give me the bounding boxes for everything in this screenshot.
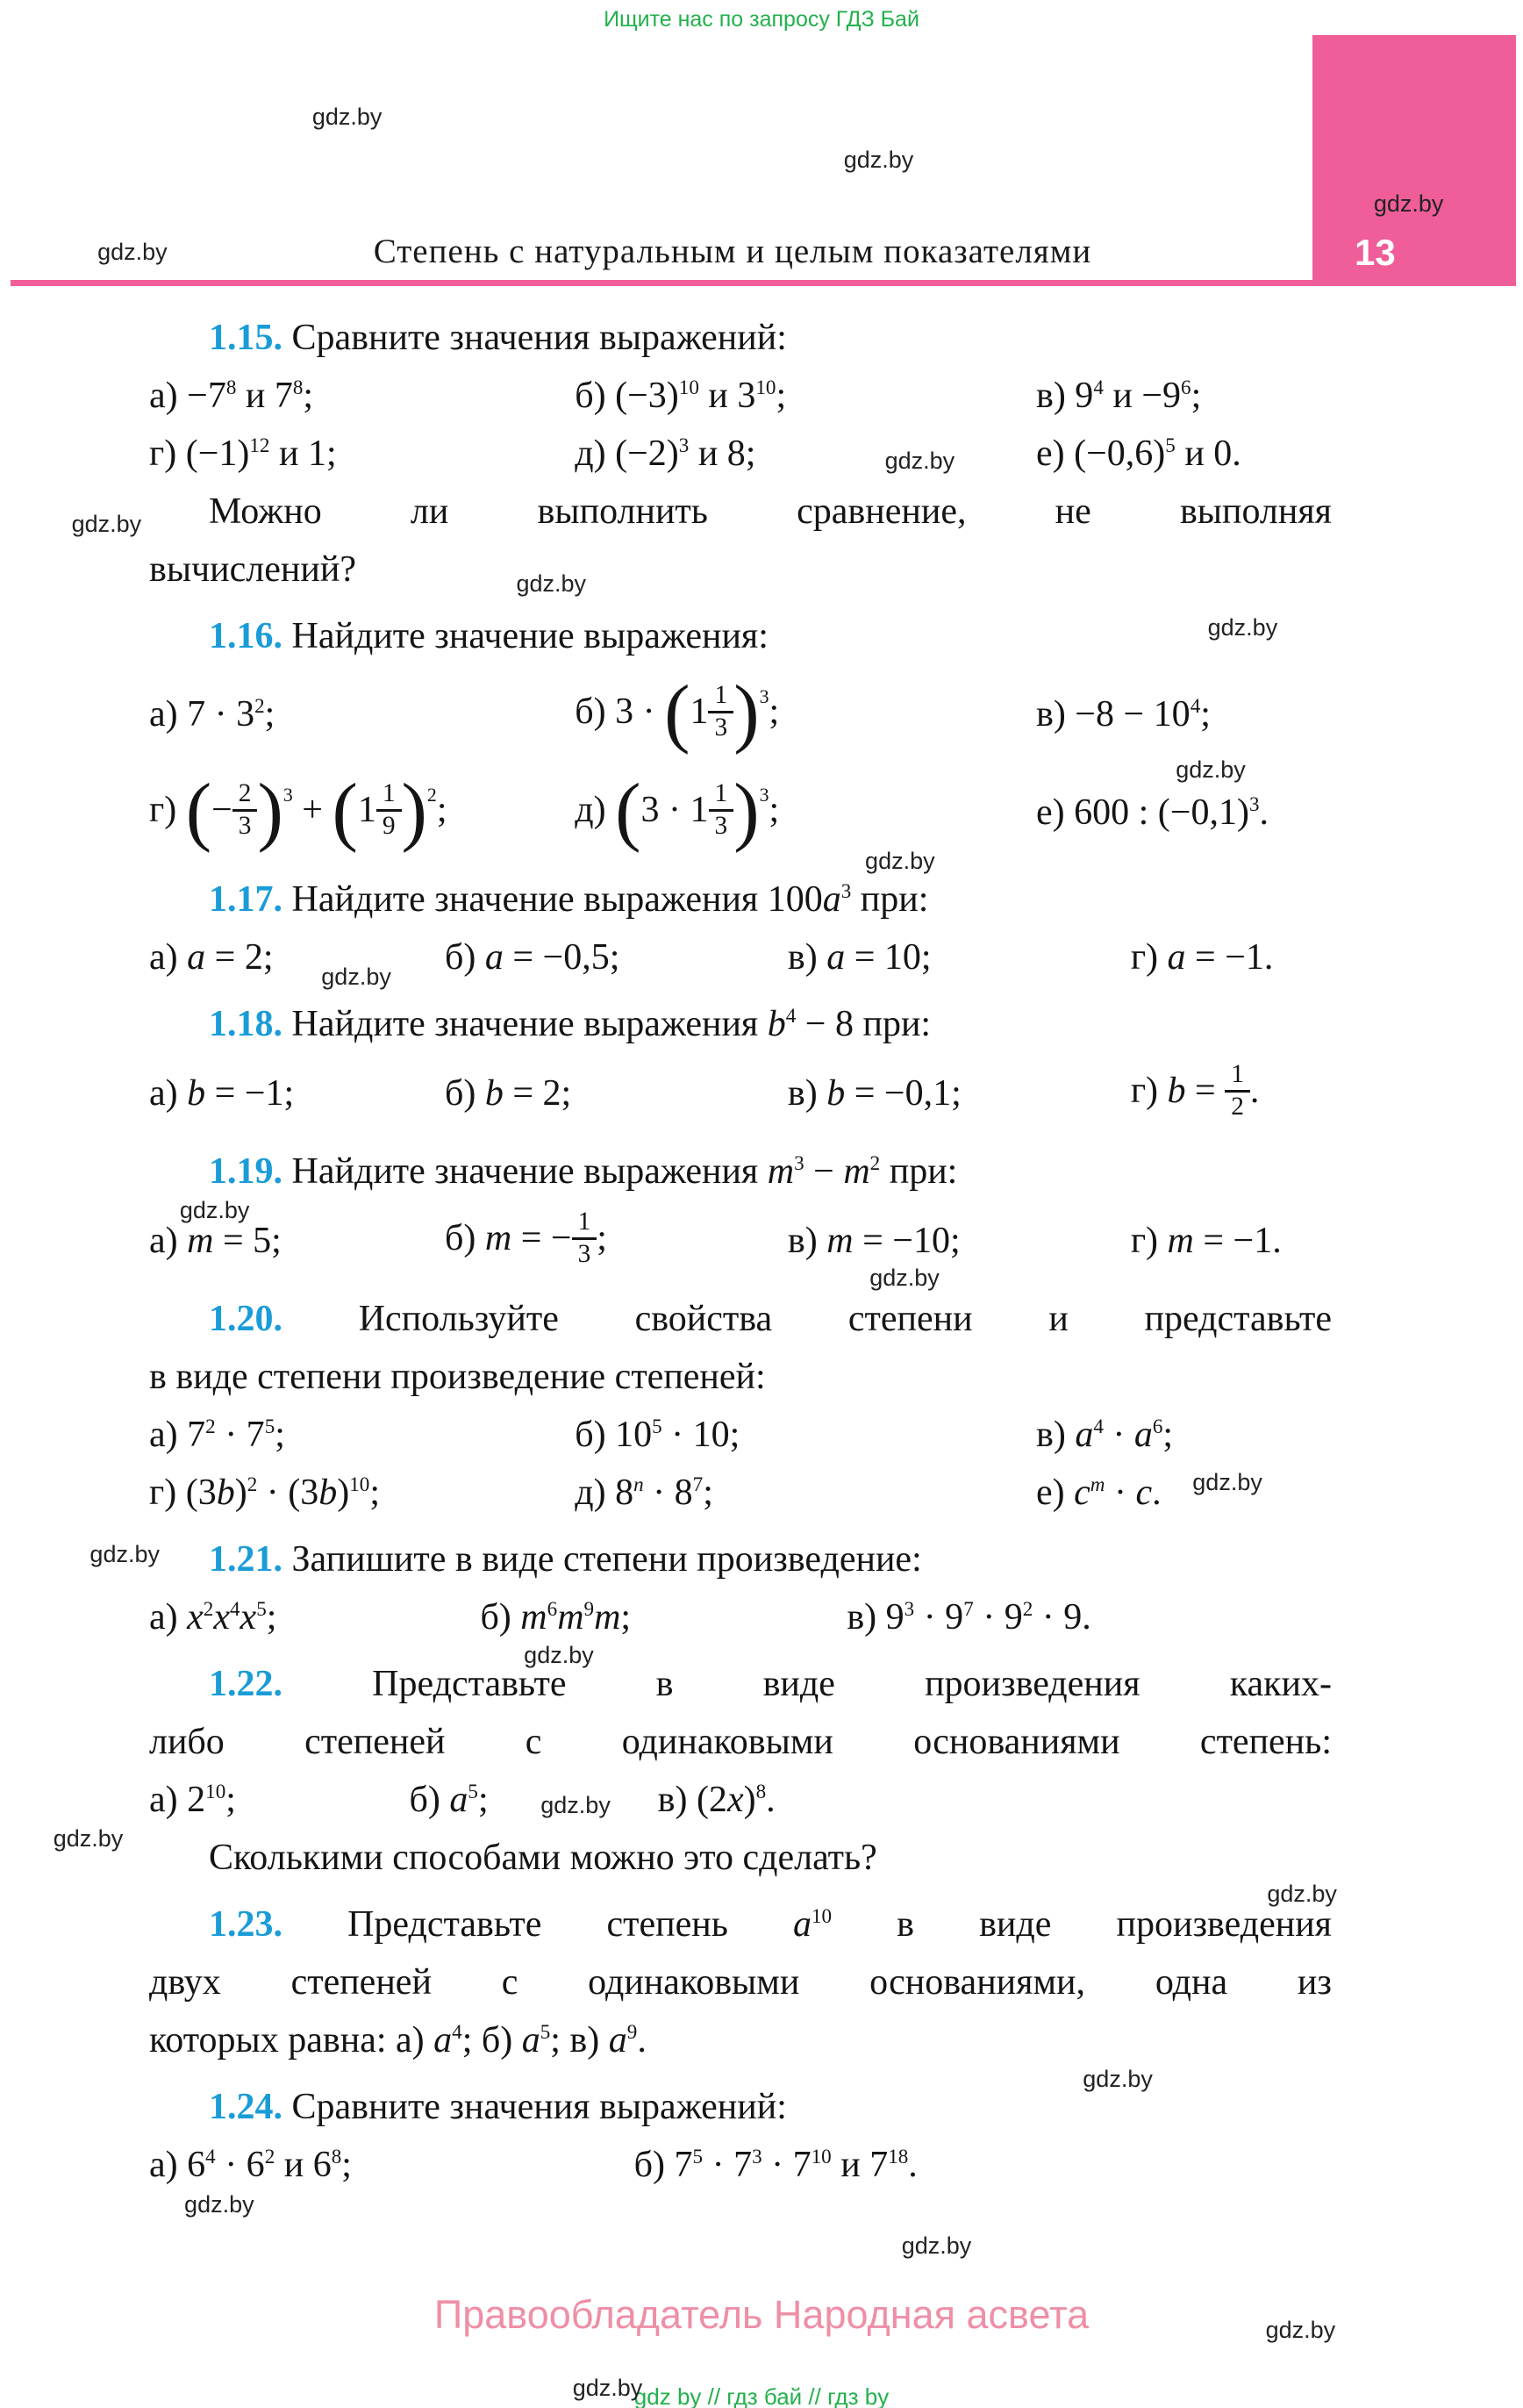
gdzby-watermark: gdz.by [901, 2232, 972, 2259]
option: г) m = −1. [1130, 1221, 1282, 1261]
option: б) $10^5 \cdot 10$; [575, 1415, 740, 1455]
bottom-links: gdz by // гдз бай // гдз by [633, 2383, 890, 2408]
option: г) $(3b)^2 \cdot (3b)^{10}$; [149, 1473, 380, 1513]
options-row [149, 763, 1332, 862]
gdzby-watermark: gdz.by [179, 1196, 250, 1223]
gdzby-watermark: gdz.by [1373, 190, 1444, 217]
problem-statement: 1.20. Используйте свойства степени и представьтев виде степени произведение степеней: [149, 1299, 1332, 1397]
gdzby-watermark: gdz.by [524, 1642, 594, 1669]
option: б) m = − $\frac{1}{3}$ ; [445, 1208, 607, 1269]
problem-statement: 1.24. Сравните значения выражений: [209, 2087, 787, 2127]
problem-number: 1.21. [209, 1539, 282, 1580]
options-row [149, 425, 1332, 483]
problem-statement: 1.22. Представьте в виде произведения каких-либо степеней с одинаковыми основаниями степень: [149, 1664, 1332, 1762]
problem-number: 1.24. [209, 2087, 282, 2127]
option: б) $7^5 \cdot 7^3 \cdot 7^{10}$ и $7^{18}$. [633, 2145, 918, 2185]
option: в) a = 10; [787, 937, 932, 978]
option: в) $9^4$ $и -9^6$; [1035, 376, 1202, 416]
options-row [149, 665, 1332, 763]
problem-number: 1.16. [209, 616, 282, 656]
problem-statement: 1.23. Представьте степень $a^{10}$ в виде произведениядвух степеней с одинаковыми основаниями, одна изкоторых равна: а) $a^4$; б) $a^5$; в) $a^9$. [149, 1904, 1332, 2060]
option: в) b = −0,1; [787, 1073, 962, 1114]
gdzby-watermark: gdz.by [53, 1824, 124, 1852]
options-row [149, 2136, 1332, 2194]
option: а) $7 \cdot 3^2$; [149, 694, 275, 735]
chapter-title: Степень с натуральным и целым показателями [373, 233, 1092, 270]
header-rule [11, 280, 1516, 286]
gdzby-watermark: gdz.by [1267, 1881, 1337, 1908]
option: б) $a^5$; [409, 1780, 489, 1820]
problem-1.15 [149, 309, 1332, 598]
problem-number: 1.17. [209, 879, 282, 920]
problems [149, 309, 1332, 2203]
gdzby-watermark: gdz.by [71, 510, 142, 537]
option: в) m = −10; [787, 1221, 961, 1261]
problem-note: Можно ли выполнить сравнение, не выполняявычислений? [149, 491, 1332, 590]
problem-1.18 [149, 995, 1332, 1134]
problem-number: 1.19. [209, 1151, 282, 1192]
problem-1.20 [149, 1290, 1332, 1522]
option: г) $(-1)^{12}$ и 1; [149, 434, 337, 474]
page-number-box [1312, 35, 1516, 286]
problem-1.23 [149, 1896, 1332, 2069]
problem-statement: 1.17. Найдите значение выражения $100a^3$ при: [209, 879, 929, 920]
copyright-line: Правообладатель Народная асвета [433, 2292, 1090, 2337]
option: д) $8^n \cdot 8^7$; [575, 1473, 713, 1513]
option: д) (3 · 1 $\frac{1}{3}$ )$^3$; [575, 767, 780, 854]
option: а) $x^2x^4x^5$; [149, 1597, 277, 1638]
gdzby-watermark: gdz.by [869, 1264, 940, 1291]
gdzby-watermark: gdz.by [1192, 1468, 1262, 1495]
option: $а) -7^8$ и $7^8$; [149, 376, 314, 416]
problem-statement: 1.16. Найдите значение выражения: [209, 616, 769, 656]
options-row [149, 1200, 1332, 1281]
gdzby-watermark: gdz.by [1083, 2066, 1153, 2093]
options-row [149, 1053, 1332, 1134]
page-number: 13 [1355, 232, 1396, 273]
options-row [149, 1771, 1332, 1829]
options-row [149, 1406, 1332, 1464]
gdzby-watermark: gdz.by [540, 1791, 611, 1818]
options-row [149, 367, 1332, 425]
gdzby-watermark: gdz.by [843, 147, 914, 174]
gdzby-watermark: gdz.by [311, 103, 383, 130]
option: г) a = −1. [1130, 937, 1274, 978]
gdzby-watermark: gdz.by [1265, 2316, 1336, 2343]
gdzby-watermark: gdz.by [321, 963, 391, 990]
problem-1.16 [149, 607, 1332, 862]
problem-number: 1.15. [209, 318, 282, 358]
option: е) $(-0,6)^5$ и 0. [1035, 434, 1241, 474]
problem-number: 1.22. [209, 1664, 282, 1704]
gdzby-watermark: gdz.by [1176, 756, 1246, 783]
option: д) $(-2)^3$ и 8; [575, 434, 756, 474]
gdzby-watermark: gdz.by [184, 2191, 254, 2218]
option: е) 600 : $(-0,1)^3$. [1035, 792, 1269, 833]
option: б) b = 2; [445, 1073, 572, 1114]
problem-statement: 1.15. Сравните значения выражений: [209, 318, 787, 358]
option: а) a = 2; [149, 937, 274, 978]
gdzby-watermark: gdz.by [884, 448, 955, 475]
option: б) $(-3)^{10}$ и $3^{10}$; [575, 376, 787, 416]
option: б) a = −0,5; [445, 937, 620, 978]
option: а) $6^4 \cdot 6^2$ и $6^8$; [149, 2145, 352, 2185]
problem-note: Сколькими способами можно это сделать? [209, 1838, 877, 1878]
option: б) $m^6m^9m$; [480, 1597, 632, 1638]
gdzby-watermark: gdz.by [89, 1541, 160, 1568]
option: а) $2^{10}$; [149, 1780, 236, 1820]
option: в) $a^4 \cdot a^6$; [1035, 1415, 1174, 1455]
problem-number: 1.23. [209, 1904, 282, 1945]
problem-1.21 [149, 1530, 1332, 1646]
problem-1.24 [149, 2078, 1332, 2194]
options-row [149, 1588, 1332, 1646]
top-banner-text: Ищите нас по запросу ГДЗ Бай [604, 7, 919, 32]
gdzby-watermark: gdz.by [865, 847, 935, 874]
gdzby-watermark: gdz.by [572, 2374, 643, 2401]
option: а) b = −1; [149, 1073, 295, 1114]
gdzby-watermark: gdz.by [1207, 613, 1278, 641]
option: в) $(2x)^8$. [657, 1780, 776, 1820]
option: в) $9^3 \cdot 9^7 \cdot 9^2 \cdot 9$. [847, 1597, 1091, 1638]
option: а) $7^2 \cdot 7^5$; [149, 1415, 285, 1455]
problem-1.22 [149, 1655, 1332, 1887]
problem-number: 1.20. [209, 1299, 282, 1339]
option: $в) -8 - 10^4$; [1035, 694, 1211, 735]
problem-1.19 [149, 1143, 1332, 1281]
option: а) m = 5; [149, 1221, 282, 1261]
option: г) b = $\frac{1}{2}$ . [1130, 1060, 1260, 1122]
problem-statement: 1.18. Найдите значение выражения $b^4 - 8$ при: [209, 1004, 932, 1044]
problem-statement: 1.21. Запишите в виде степени произведение: [209, 1539, 922, 1580]
problem-number: 1.18. [209, 1004, 282, 1044]
gdzby-watermark: gdz.by [516, 570, 587, 598]
option: б) 3 · (1 $\frac{1}{3}$ )$^3$; [575, 669, 780, 756]
options-row [149, 1464, 1332, 1522]
option: г) (− $\frac{2}{3}$ )$^3$ + (1 $\frac{1}{9}$ )$^2$; [149, 767, 447, 854]
option: е) $c^m \cdot c$. [1035, 1473, 1162, 1513]
gdzby-watermark: gdz.by [97, 238, 168, 265]
problem-statement: 1.19. Найдите значение выражения $m^3 - m^2$ при: [209, 1151, 958, 1192]
